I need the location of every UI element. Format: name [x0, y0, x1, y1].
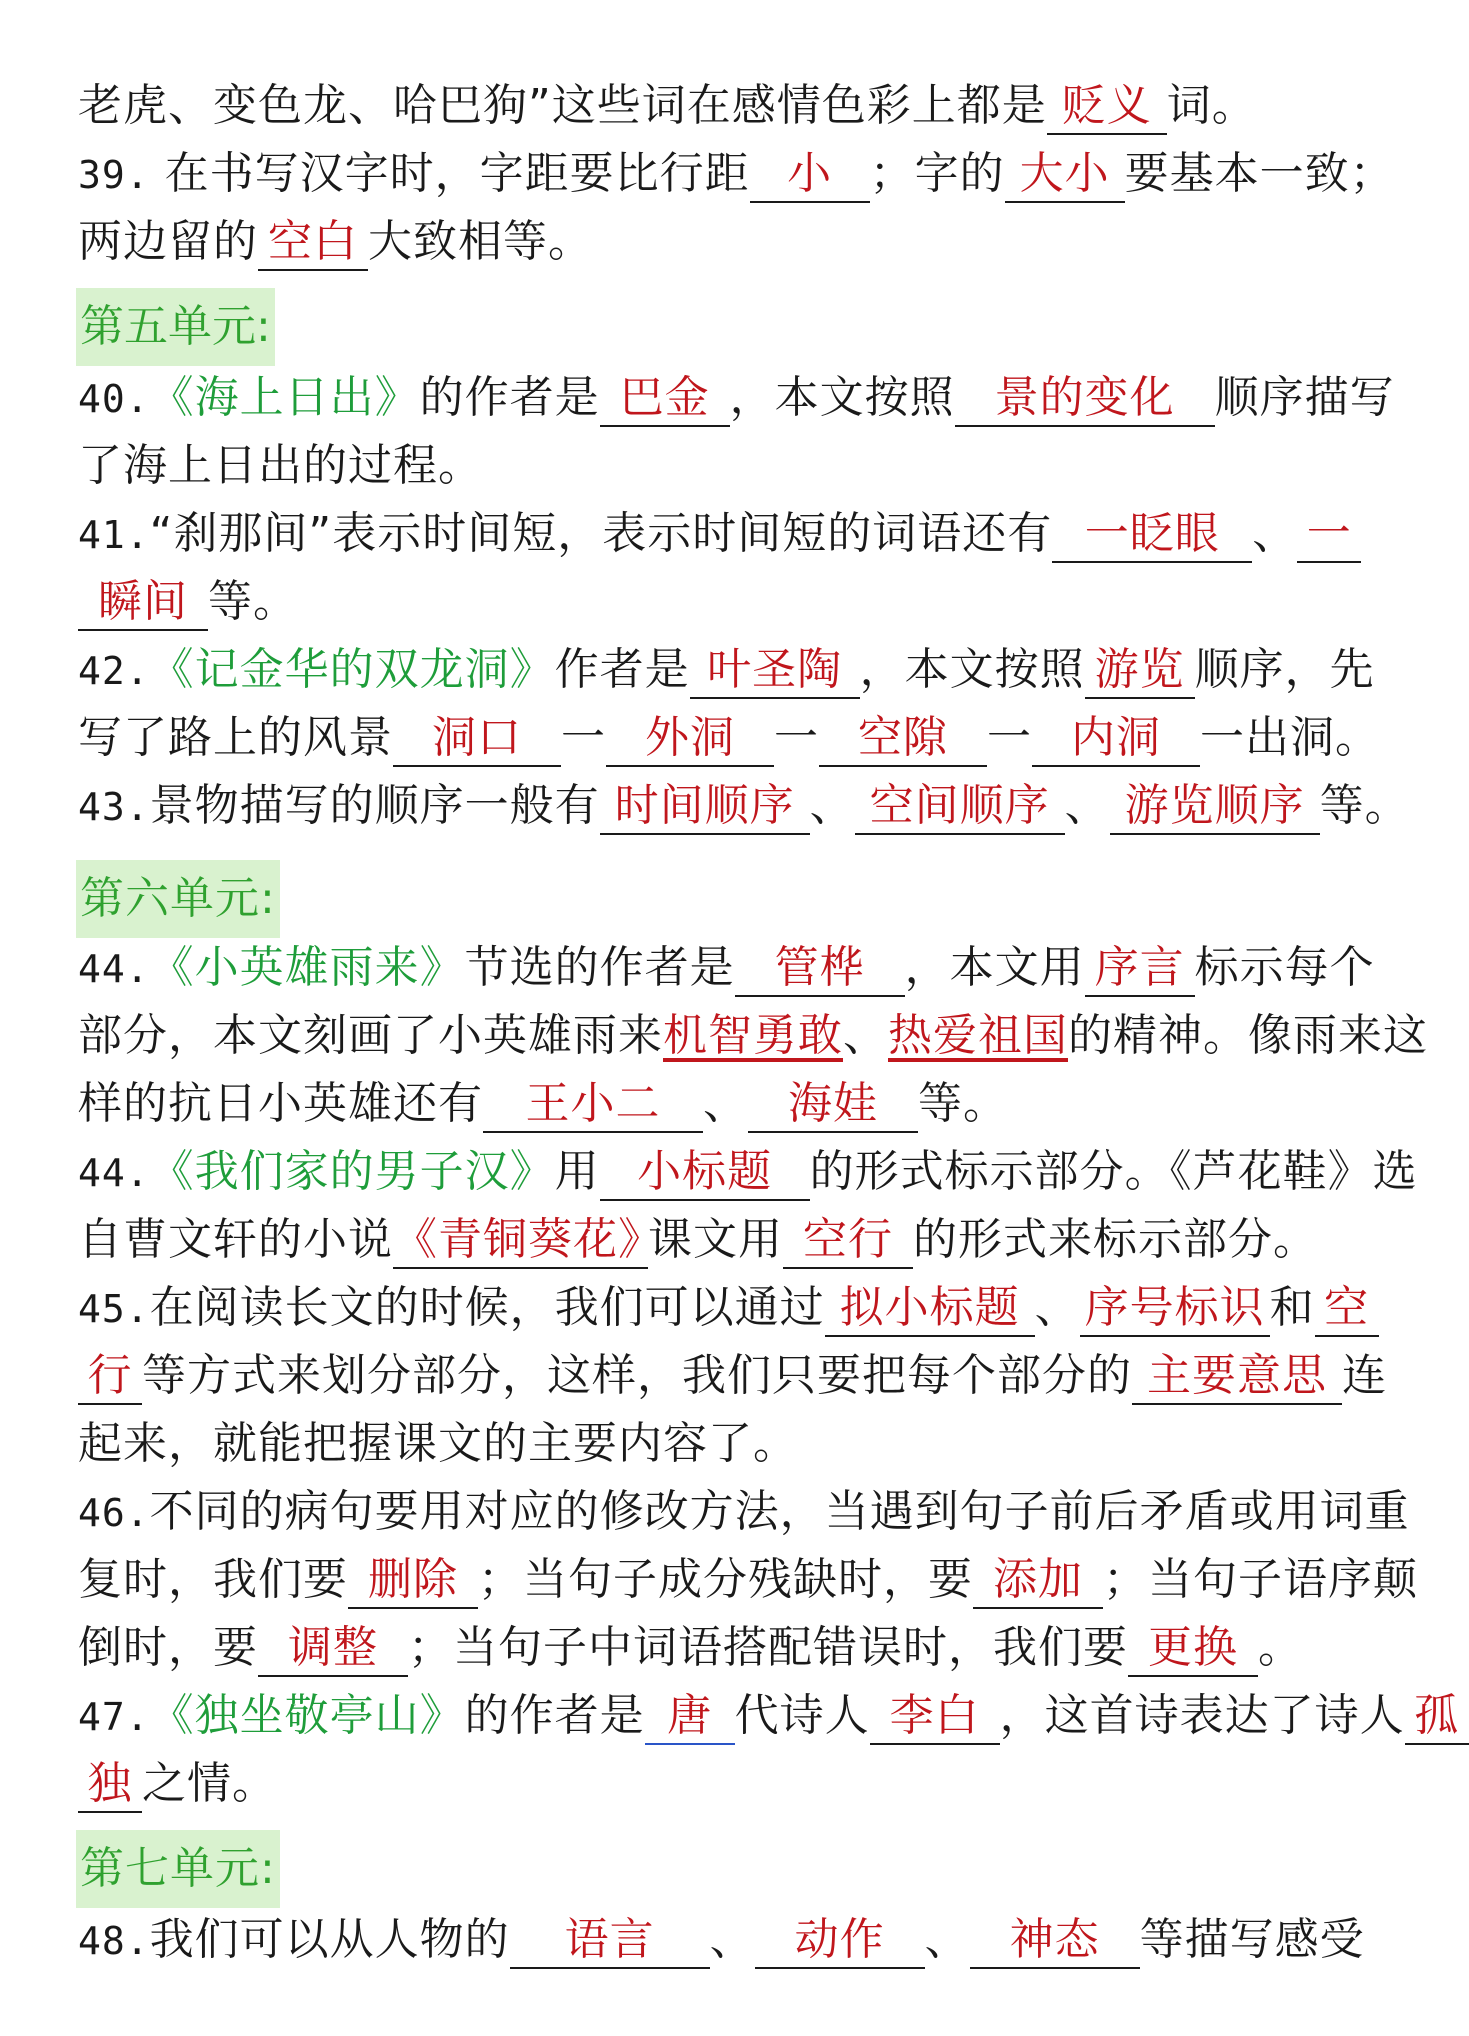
answer-blank: 添加: [973, 1553, 1103, 1609]
answer-underline: 热爱祖国: [888, 1010, 1068, 1061]
text-title: 《海上日出》: [149, 372, 420, 423]
answer-blank: 一眨眼: [1052, 507, 1252, 563]
answer-blank: 神态: [970, 1913, 1140, 1969]
text-title: 《独坐敬亭山》: [149, 1690, 465, 1741]
unit-six-heading: 第六单元:: [76, 860, 280, 938]
answer-blank: 《青铜葵花》: [393, 1213, 648, 1269]
line-q48: 48.我们可以从人物的 语言 、 动作 、 神态 等描写感受: [78, 1906, 1368, 1974]
answer-blank: 大小: [1005, 147, 1125, 203]
line-q45: 45.在阅读长文的时候，我们可以通过 拟小标题 、 序号标识 和 空: [78, 1274, 1368, 1342]
answer-blank: 时间顺序: [600, 779, 810, 835]
answer-blank: 序号标识: [1080, 1281, 1270, 1337]
line-q39-cont: 两边留的 空白 大致相等。: [78, 208, 1368, 276]
answer-blank: 游览顺序: [1110, 779, 1320, 835]
answer-blank: 小: [750, 147, 870, 203]
answer-blank: 主要意思: [1132, 1349, 1342, 1405]
answer-blank: 景的变化: [955, 371, 1215, 427]
line-q43: 43.景物描写的顺序一般有 时间顺序 、 空间顺序 、 游览顺序 等。: [78, 772, 1368, 840]
line-q39: 39. 在书写汉字时，字距要比行距 小 ；字的 大小 要基本一致；: [78, 140, 1368, 208]
answer-blank: 瞬间: [78, 575, 208, 631]
answer-blank: 内洞: [1032, 711, 1200, 767]
line-q41: 41.“刹那间”表示时间短，表示时间短的词语还有 一眨眼 、 一: [78, 500, 1368, 568]
answer-blank: 序言: [1085, 941, 1195, 997]
answer-blank: 调整: [258, 1621, 408, 1677]
answer-blank: 语言: [510, 1913, 710, 1969]
answer-blank: 一: [1297, 507, 1361, 563]
line-q47: 47.《独坐敬亭山》的作者是 唐 代诗人 李白 ，这首诗表达了诗人 孤: [78, 1682, 1368, 1750]
answer-blank: 空: [1315, 1281, 1379, 1337]
answer-blank: 管桦: [735, 941, 905, 997]
line-q47-cont: 独 之情。: [78, 1750, 1368, 1818]
answer-blank: 独: [78, 1757, 142, 1813]
answer-blank: 小标题: [600, 1145, 810, 1201]
answer-blank: 李白: [870, 1689, 1000, 1745]
answer-blank: 行: [78, 1349, 142, 1405]
line-q44b-cont: 自曹文轩的小说《青铜葵花》课文用 空行 的形式来标示部分。: [78, 1206, 1368, 1274]
line-q46-cont2: 倒时，要 调整 ；当句子中词语搭配错误时，我们要 更换 。: [78, 1614, 1368, 1682]
line-q44b: 44.《我们家的男子汉》用 小标题 的形式标示部分。《芦花鞋》选: [78, 1138, 1368, 1206]
line-q44-cont2: 样的抗日小英雄还有 王小二 、 海娃 等。: [78, 1070, 1368, 1138]
answer-blank: 更换: [1128, 1621, 1258, 1677]
answer-blank: 孤: [1405, 1689, 1469, 1745]
answer-blank: 游览: [1085, 643, 1195, 699]
unit-five-heading: 第五单元:: [76, 288, 275, 366]
answer-blank: 贬义: [1047, 79, 1167, 135]
line-q44: 44.《小英雄雨来》节选的作者是 管桦 ，本文用 序言 标示每个: [78, 934, 1368, 1002]
line-q38-end: 老虎、变色龙、哈巴狗”这些词在感情色彩上都是 贬义 词。: [78, 72, 1368, 140]
answer-blank: 空行: [783, 1213, 913, 1269]
line-q45-cont: 行 等方式来划分部分，这样，我们只要把每个部分的 主要意思 连: [78, 1342, 1368, 1410]
answer-blank: 拟小标题: [825, 1281, 1035, 1337]
answer-blank: 海娃: [748, 1077, 918, 1133]
line-q44-cont: 部分，本文刻画了小英雄雨来机智勇敢、热爱祖国的精神。像雨来这: [78, 1010, 1428, 1061]
answer-blank: 王小二: [483, 1077, 703, 1133]
text-title: 《小英雄雨来》: [149, 942, 465, 993]
answer-blank: 动作: [755, 1913, 925, 1969]
answer-blank: 空间顺序: [855, 779, 1065, 835]
text-title: 《我们家的男子汉》: [149, 1146, 555, 1197]
line-q46-cont: 复时，我们要 删除 ；当句子成分残缺时，要 添加 ；当句子语序颠: [78, 1546, 1368, 1614]
answer-blank: 巴金: [600, 371, 730, 427]
line-q42: 42.《记金华的双龙洞》作者是 叶圣陶 ，本文按照 游览 顺序，先: [78, 636, 1368, 704]
line-q46: 46.不同的病句要用对应的修改方法，当遇到句子前后矛盾或用词重: [78, 1486, 1410, 1537]
line-q41-cont: 瞬间 等。: [78, 568, 1368, 636]
answer-blank: 空隙: [819, 711, 987, 767]
line-q45-cont2: 起来，就能把握课文的主要内容了。: [78, 1418, 798, 1469]
line-q42-cont: 写了路上的风景 洞口 一 外洞 一 空隙 一 内洞 一出洞。: [78, 704, 1368, 772]
text-title: 《记金华的双龙洞》: [149, 644, 555, 695]
answer-blank: 外洞: [606, 711, 774, 767]
answer-blank: 叶圣陶: [690, 643, 860, 699]
line-q40: 40.《海上日出》的作者是 巴金 ，本文按照 景的变化 顺序描写: [78, 364, 1368, 432]
line-q40-cont: 了海上日出的过程。: [78, 440, 483, 491]
answer-blank: 空白: [258, 215, 368, 271]
unit-seven-heading: 第七单元:: [76, 1830, 280, 1908]
answer-blank: 删除: [348, 1553, 478, 1609]
answer-blank: 唐: [645, 1689, 735, 1745]
answer-underline: 机智勇敢: [663, 1010, 843, 1061]
answer-blank: 洞口: [393, 711, 561, 767]
